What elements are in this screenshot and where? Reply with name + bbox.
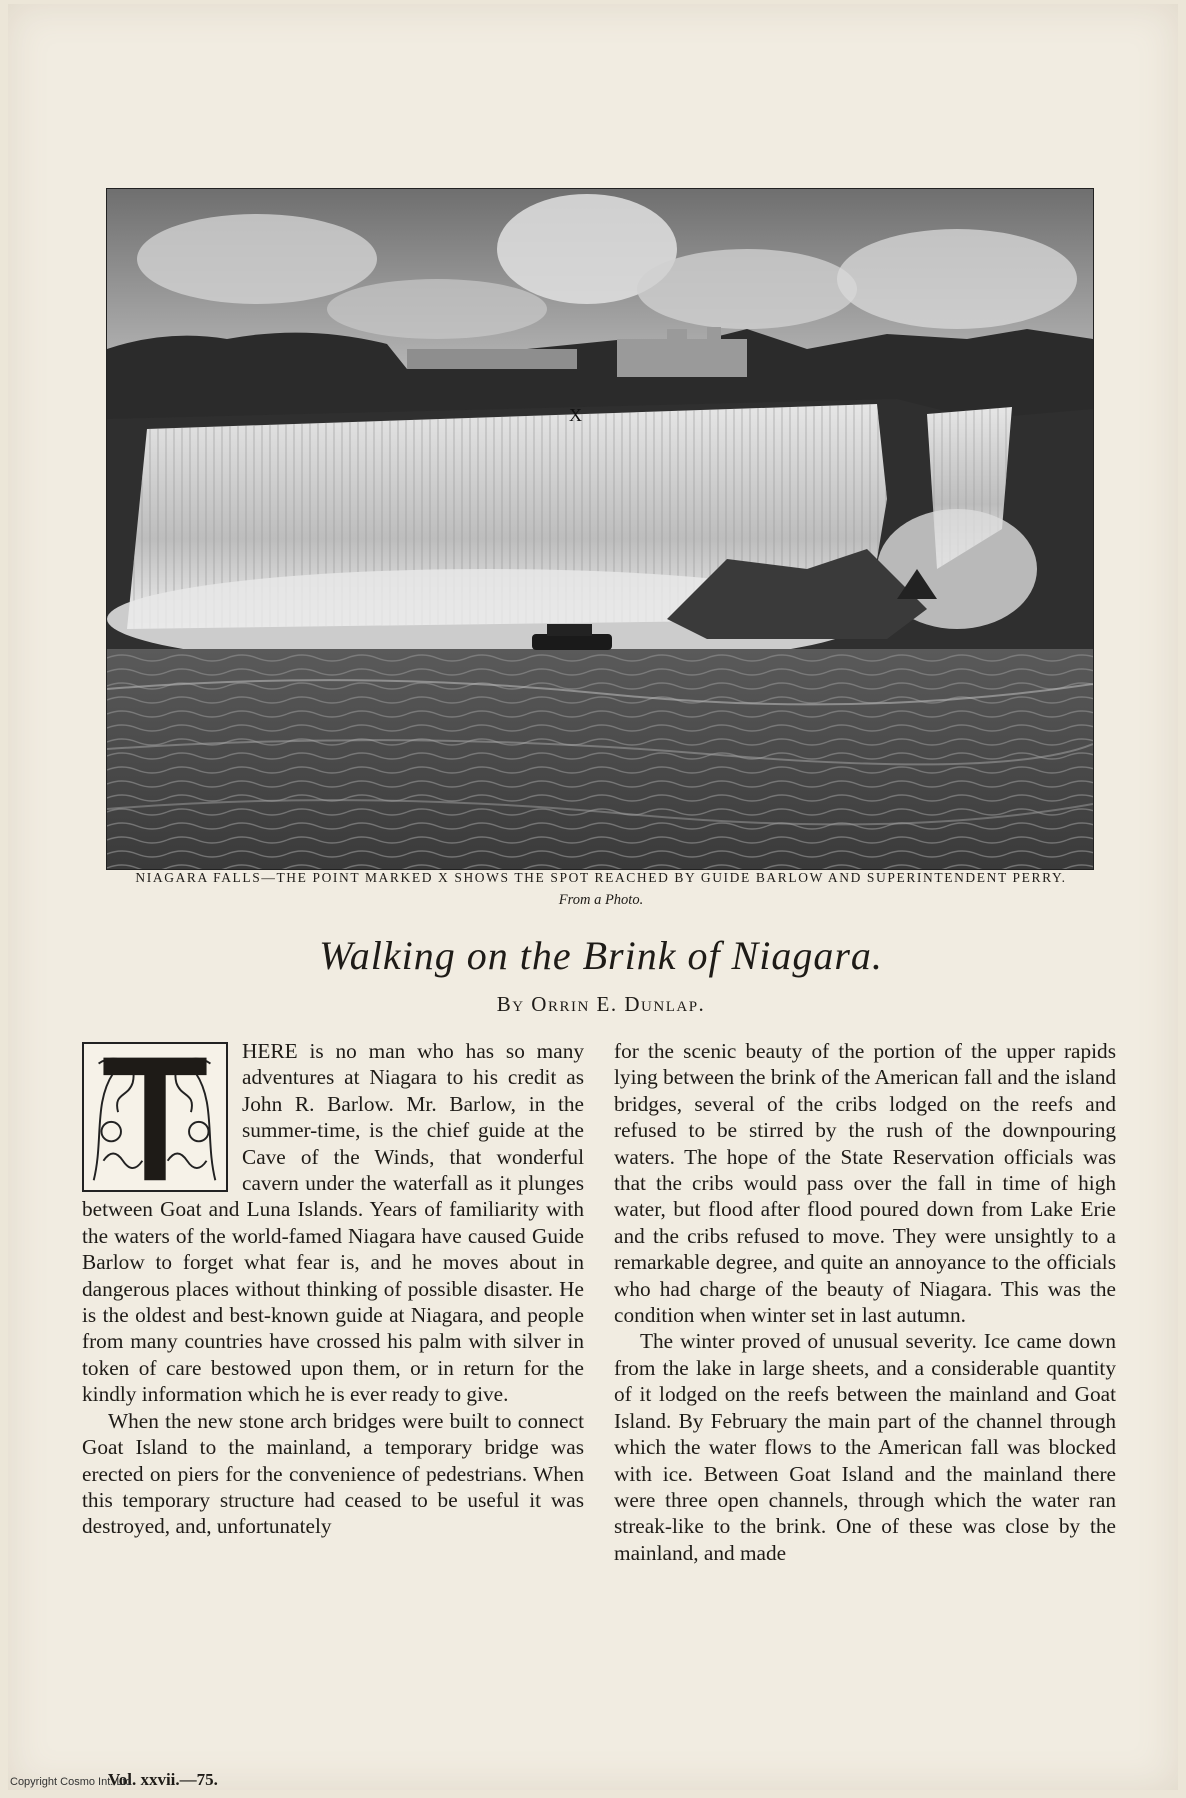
paragraph-2: When the new stone arch bridges were built to connect Goat Island to the mainland, a temporary bridge was erected on piers for the convenience of pedestrians. When this temporary structure had ceased to be useful it was destroyed, and, unfortunately xyxy=(82,1408,584,1539)
article-title: Walking on the Brink of Niagara. xyxy=(319,933,883,978)
article-byline: By Orrin E. Dunlap. xyxy=(496,992,706,1016)
photo-caption: NIAGARA FALLS—THE POINT MARKED X SHOWS THE SPOT REACHED BY GUIDE BARLOW AND SUPERINTENDENT PERRY. xyxy=(135,870,1067,885)
paragraph-1 xyxy=(82,1038,584,1408)
photo-credit: From a Photo. xyxy=(558,892,644,908)
paragraph-4: The winter proved of unusual severity. Ice came down from the lake in large sheets, and a considerable quantity of it lodged on the reefs between the mainland and Goat Island. By February the main part of the channel through which the water flows to the American fall was blocked with ice. Between Goat Island and the mainland there were three open channels, through which the water ran streak-like to the brink. One of these was close by the mainland, and made xyxy=(614,1329,1116,1565)
volume-page-number: Vol. xxvii.—75. xyxy=(108,1770,218,1789)
paragraph-3: for the scenic beauty of the portion of the upper rapids lying between the brink of the American fall and the island bridges, several of the cribs lodged on the reefs and refused to be stirred by the rush of the downpouring waters. The hope of the State Reservation officials was that the cribs would pass over the fall in time of high water, but flood after flood poured down from Lake Erie and the cribs refused to move. They were unsightly to a remarkable degree, and quite an annoyance to the officials who had charge of the beauty of Niagara. This was the condition when winter set in last autumn. xyxy=(614,1039,1116,1328)
x-marker: X xyxy=(569,405,582,425)
ornamental-t-icon xyxy=(84,1044,226,1190)
magazine-page xyxy=(8,4,1178,1790)
right-column xyxy=(614,1038,1116,1566)
paragraph-1-text: HERE is no man who has so many adventures at Niagara to his credit as John R. Barlow. Mr. Barlow, in the summer-time, is the chief guide at the Cave of the Winds, that wonderful cavern under the waterfall as it plunges between Goat and Luna Islands. Years of familiarity with the waters of the world-famed Niagara have caused Guide Barlow to forget what fear is, and he moves about in dangerous places without thinking of possible disaster. He is the oldest and best-known guide at Niagara, and people from many countries have crossed his palm with silver in token of care bestowed upon them, or in return for the kindly information which he is ever ready to give. xyxy=(82,1039,584,1407)
left-column xyxy=(82,1038,584,1540)
copyright-watermark: Copyright Cosmo Int. Ltd xyxy=(10,1776,132,1788)
ornamental-drop-cap-t xyxy=(82,1042,228,1192)
falls-illustration xyxy=(107,189,1093,869)
niagara-falls-photo xyxy=(106,188,1094,870)
